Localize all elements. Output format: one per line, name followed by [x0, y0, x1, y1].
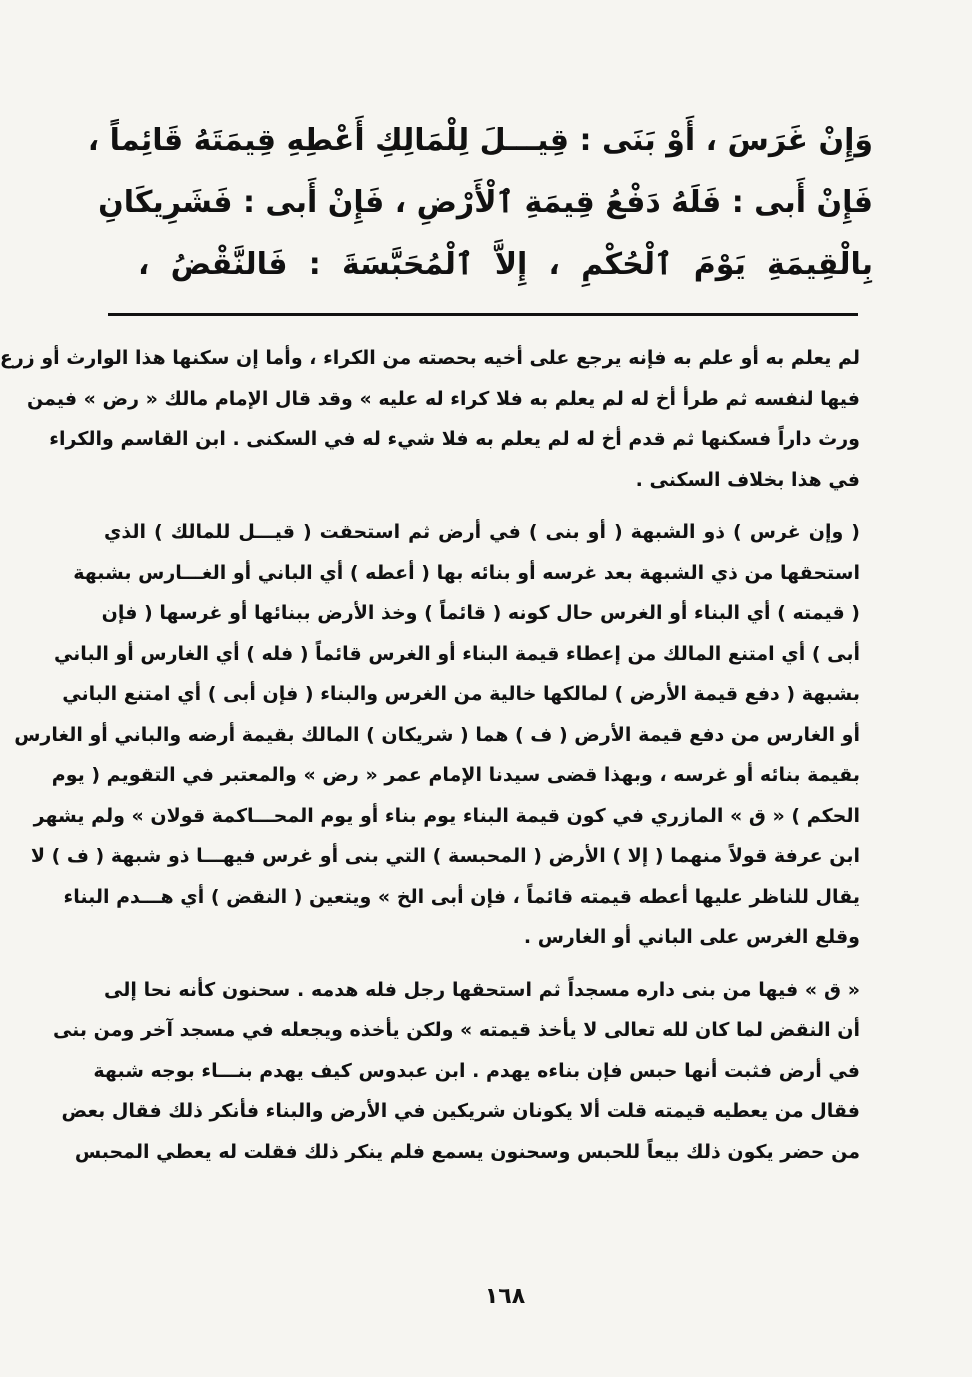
commentary-line: ورث داراً فسكنها ثم قدم أخ له لم يعلم به فلا شيء له في السكنى . ابن القاسم والكراء	[49, 428, 860, 450]
matn-verse-block	[87, 110, 873, 296]
separator-rule	[108, 313, 858, 316]
commentary-block	[0, 338, 860, 1184]
commentary-paragraph	[0, 338, 860, 500]
commentary-paragraph	[52, 970, 860, 1173]
commentary-line: وقلع الغرس على الباني أو الغارس .	[523, 926, 860, 948]
commentary-line: بقيمة بنائه أو غرسه ، وبهذا قضى سيدنا الإمام عمر « رض » والمعتبر في التقويم ( يوم	[51, 764, 860, 786]
commentary-line: من حضر يكون ذلك بيعاً للحبس وسحنون يسمع فلم ينكر ذلك فقلت له يعطي المحبس	[74, 1140, 860, 1163]
matn-line: وَإِنْ غَرَسَ ، أَوْ بَنَى : قِيـــلَ لِلْمَالِكِ أَعْطِهِ قِيمَتَهُ قَائِماً ،	[87, 123, 873, 158]
commentary-line: بشبهة ( دفع قيمة الأرض ) لمالكها خالية من الغرس والبناء ( فإن أبى ) أي امتنع الباني	[62, 683, 860, 705]
commentary-line: الحكم ) « ق » المازري في كون قيمة البناء يوم بناء أو يوم المحـــاكمة قولان » ولم يشهر	[33, 804, 860, 827]
page-number: ١٦٨	[484, 1284, 526, 1309]
commentary-line: استحقها من ذي الشبهة بعد غرسه أو بنائه بها ( أعطه ) أي الباني أو الغـــارس بشبهة	[73, 561, 860, 584]
commentary-paragraph	[14, 512, 860, 958]
commentary-line: أن النقض لما كان لله تعالى لا يأخذ قيمته » ولكن يأخذه ويجعله في مسجد آخر ومن بنى	[52, 1019, 860, 1041]
commentary-line: في أرض فثبت أنها حبس فإن بناءه يهدم . ابن عبدوس كيف يهدم بنـــاء بوجه شبهة	[93, 1059, 860, 1082]
commentary-line: أو الغارس من دفع قيمة الأرض ( ف ) هما ( شريكان ) المالك بقيمة أرضه والباني أو الغارس	[14, 723, 860, 746]
commentary-line: ( وإن غرس ) ذو الشبهة ( أو بنى ) في أرض ثم استحقت ( قيـــل للمالك ) الذي	[104, 521, 860, 543]
commentary-line: ابن عرفة قولاً منهما ( إلا ) الأرض ( المحبسة ) التي بنى أو غرس فيهـــا ذو شبهة ( ف ) لا	[30, 845, 860, 867]
matn-line: فَإِنْ أَبى : فَلَهُ دَفْعُ قِيمَةِ ٱلْأَرْضِ ، فَإِنْ أَبى : فَشَرِيكَانِ	[98, 185, 873, 220]
commentary-line: في هذا بخلاف السكنى .	[635, 468, 860, 491]
commentary-line: أبى ) أي امتنع المالك من إعطاء قيمة البناء أو الغرس قائماً ( فله ) أي الغارس أو الباني	[53, 642, 860, 665]
commentary-line: لم يعلم به أو علم به فإنه يرجع على أخيه بحصته من الكراء ، وأما إن سكنها هذا الوارث أو زرع	[0, 347, 860, 369]
commentary-line: فيها لنفسه ثم طرأ أخ له لم يعلم به فلا كراء له عليه » وقد قال الإمام مالك « رض » فيمن	[26, 387, 860, 410]
matn-line: بِالْقِيمَةِ يَوْمَ ٱلْحُكْمِ ، إِلاَّ ٱلْمُحَبَّسَةَ : فَالنَّقْضُ ،	[138, 247, 873, 282]
commentary-line: « ق » فيها من بنى داره مسجداً ثم استحقها رجل فله هدمه . سحنون كأنه نحا إلى	[104, 978, 860, 1001]
commentary-line: يقال للناظر عليها أعطه قيمته قائماً ، فإن أبى الخ » ويتعين ( النقض ) أي هـــدم البناء	[63, 885, 860, 908]
commentary-line: ( قيمته ) أي البناء أو الغرس حال كونه ( قائماً ) وخذ الأرض ببنائها أو غرسها ( فإن	[101, 602, 860, 624]
commentary-line: فقال من يعطيه قيمته قلت ألا يكونان شريكين في الأرض والبناء فأنكر ذلك فقال بعض	[61, 1100, 860, 1122]
